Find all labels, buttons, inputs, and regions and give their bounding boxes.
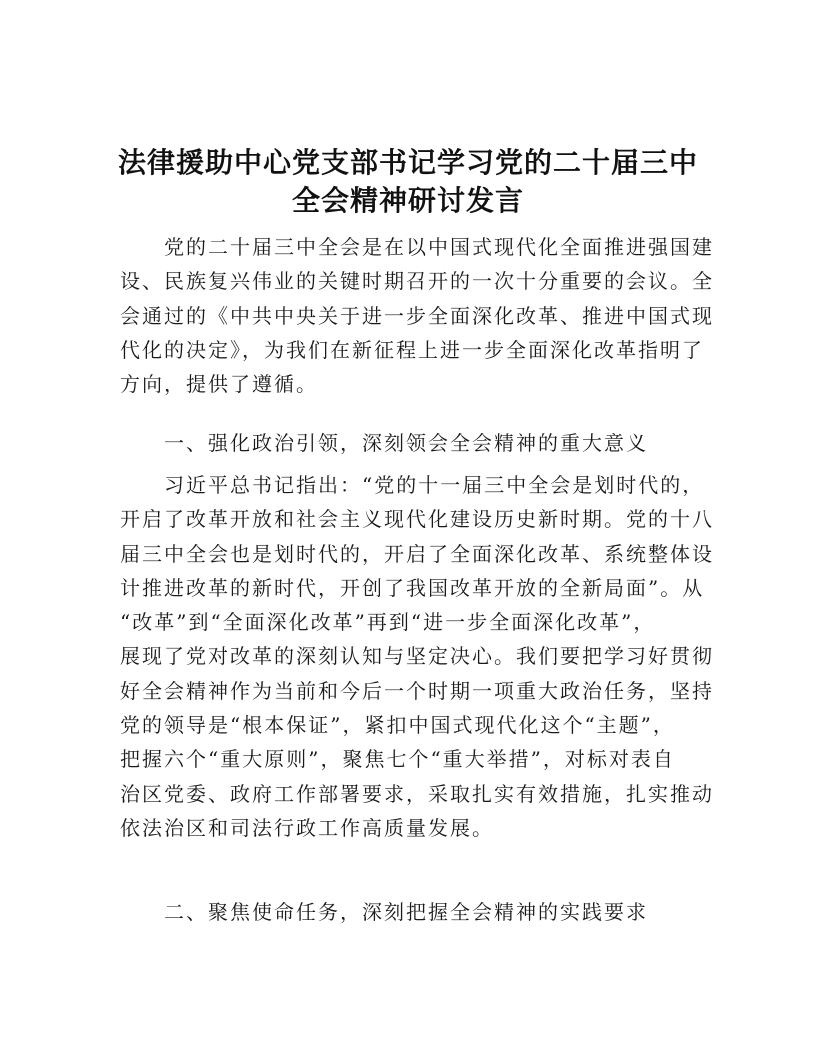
paragraph-line: 开启了改革开放和社会主义现代化建设历史新时期。党的十八	[120, 507, 714, 532]
section-heading-text: 一、强化政治引领，深刻领会全会精神的重大意义	[164, 431, 648, 455]
paragraph-line: 把握六个“重大原则”，聚焦七个“重大举措”，对标对表自	[120, 747, 675, 772]
document-title-line-2: 全会精神研讨发言	[291, 184, 524, 217]
paragraph-line: “改革”到“全面深化改革”再到“进一步全面深化改革”，	[120, 610, 656, 635]
paragraph-section-1	[120, 468, 714, 845]
paragraph-line: 依法治区和司法行政工作高质量发展。	[120, 815, 494, 840]
paragraph-line: 好全会精神作为当前和今后一个时期一项重大政治任务，坚持	[120, 678, 714, 703]
paragraph-line: 代化的决定》，为我们在新征程上进一步全面深化改革指明了	[120, 337, 704, 362]
paragraph-line: 届三中全会也是划时代的，开启了全面深化改革、系统整体设	[120, 541, 714, 566]
paragraph-line: 计推进改革的新时代，开创了我国改革开放的全新局面”。从	[120, 575, 705, 600]
paragraph-line: 方向，提供了遵循。	[120, 372, 318, 397]
paragraph-line: 治区党委、政府工作部署要求，采取扎实有效措施，扎实推动	[120, 781, 714, 806]
paragraph-line: 党的二十届三中全会是在以中国式现代化全面推进强国建	[164, 235, 714, 259]
paragraph-line: 设、民族复兴伟业的关键时期召开的一次十分重要的会议。全	[120, 269, 714, 294]
section-heading-text: 二、聚焦使命任务，深刻把握全会精神的实践要求	[164, 900, 648, 924]
paragraph-line: 展现了党对改革的深刻认知与坚定决心。我们要把学习好贯彻	[120, 644, 714, 669]
section-heading-2	[120, 895, 700, 929]
paragraph-line: 会通过的《中共中央关于进一步全面深化改革、推进中国式现	[120, 303, 714, 328]
paragraph-line: 习近平总书记指出：“党的十一届三中全会是划时代的，	[164, 473, 705, 497]
document-title-line-1: 法律援助中心党支部书记学习党的二十届三中	[117, 146, 698, 179]
paragraph-line: 党的领导是“根本保证”，紧扣中国式现代化这个“主题”，	[120, 713, 675, 738]
paragraph-intro	[120, 230, 714, 401]
section-heading-1	[120, 426, 700, 460]
